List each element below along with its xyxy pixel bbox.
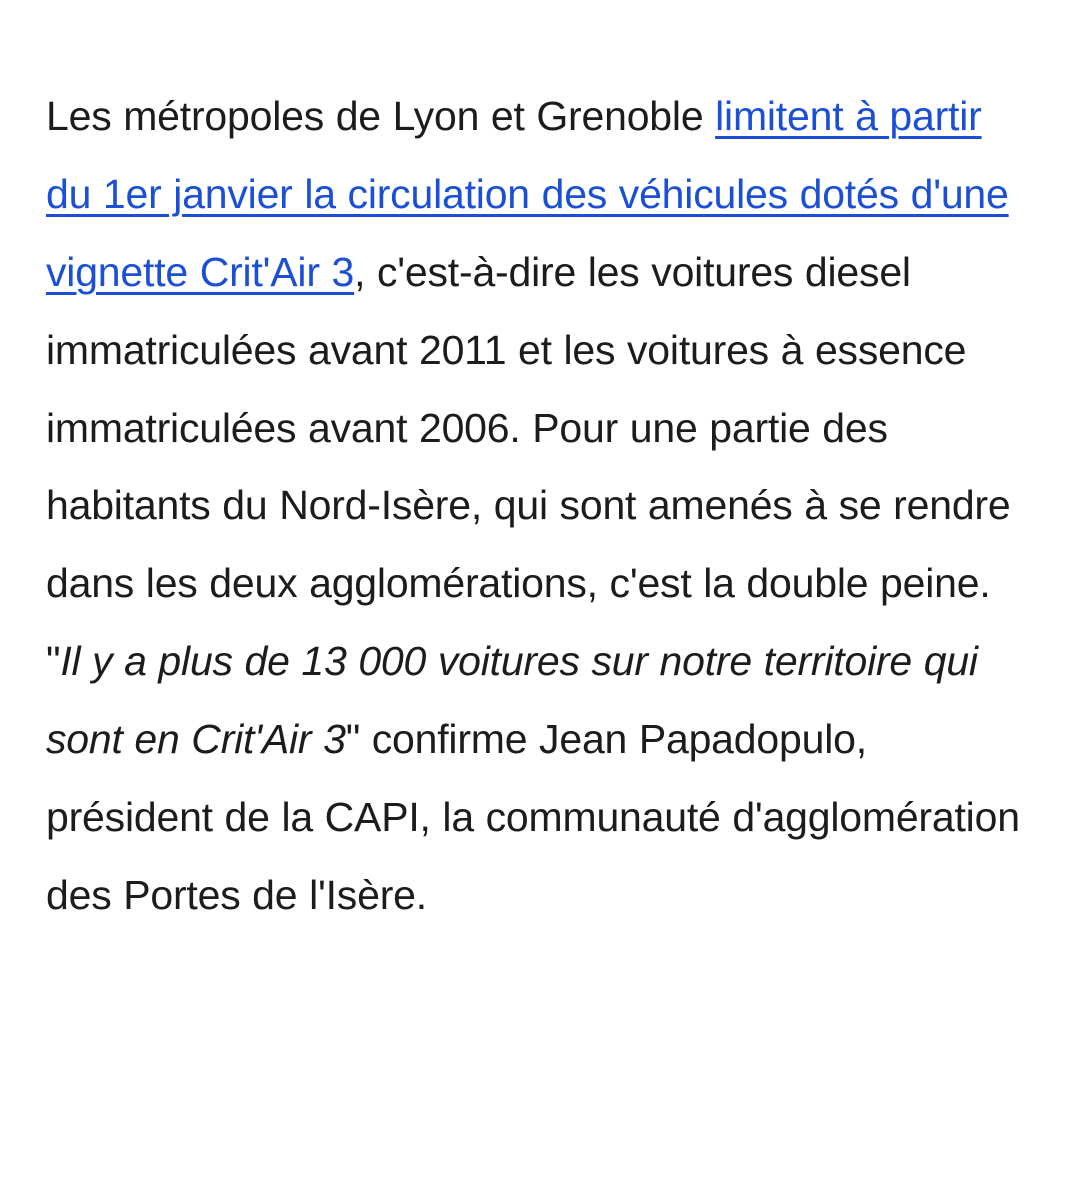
critair-restriction-link[interactable]: limitent à partir du 1er janvier la circulation des véhicules dotés d'une vignette Crit'Air 3 — [46, 93, 1009, 295]
paragraph-text-middle: , c'est-à-dire les voitures diesel immatriculées avant 2011 et les voitures à essence immatriculées avant 2006. Pour une partie des habitants du Nord-Isère, qui sont amenés à se rendre dans les deux agglomérations, c'est la double peine. " — [46, 248, 1011, 685]
paragraph-text-lead: Les métropoles de Lyon et Grenoble — [46, 93, 716, 139]
paragraph-text-tail: " confirme Jean Papadopulo, président de la CAPI, la communauté d'agglomération des Portes de l'Isère. — [46, 716, 1020, 918]
quotation-text: Il y a plus de 13 000 voitures sur notre territoire qui sont en Crit'Air 3 — [46, 638, 978, 763]
article-paragraph — [46, 78, 1034, 935]
